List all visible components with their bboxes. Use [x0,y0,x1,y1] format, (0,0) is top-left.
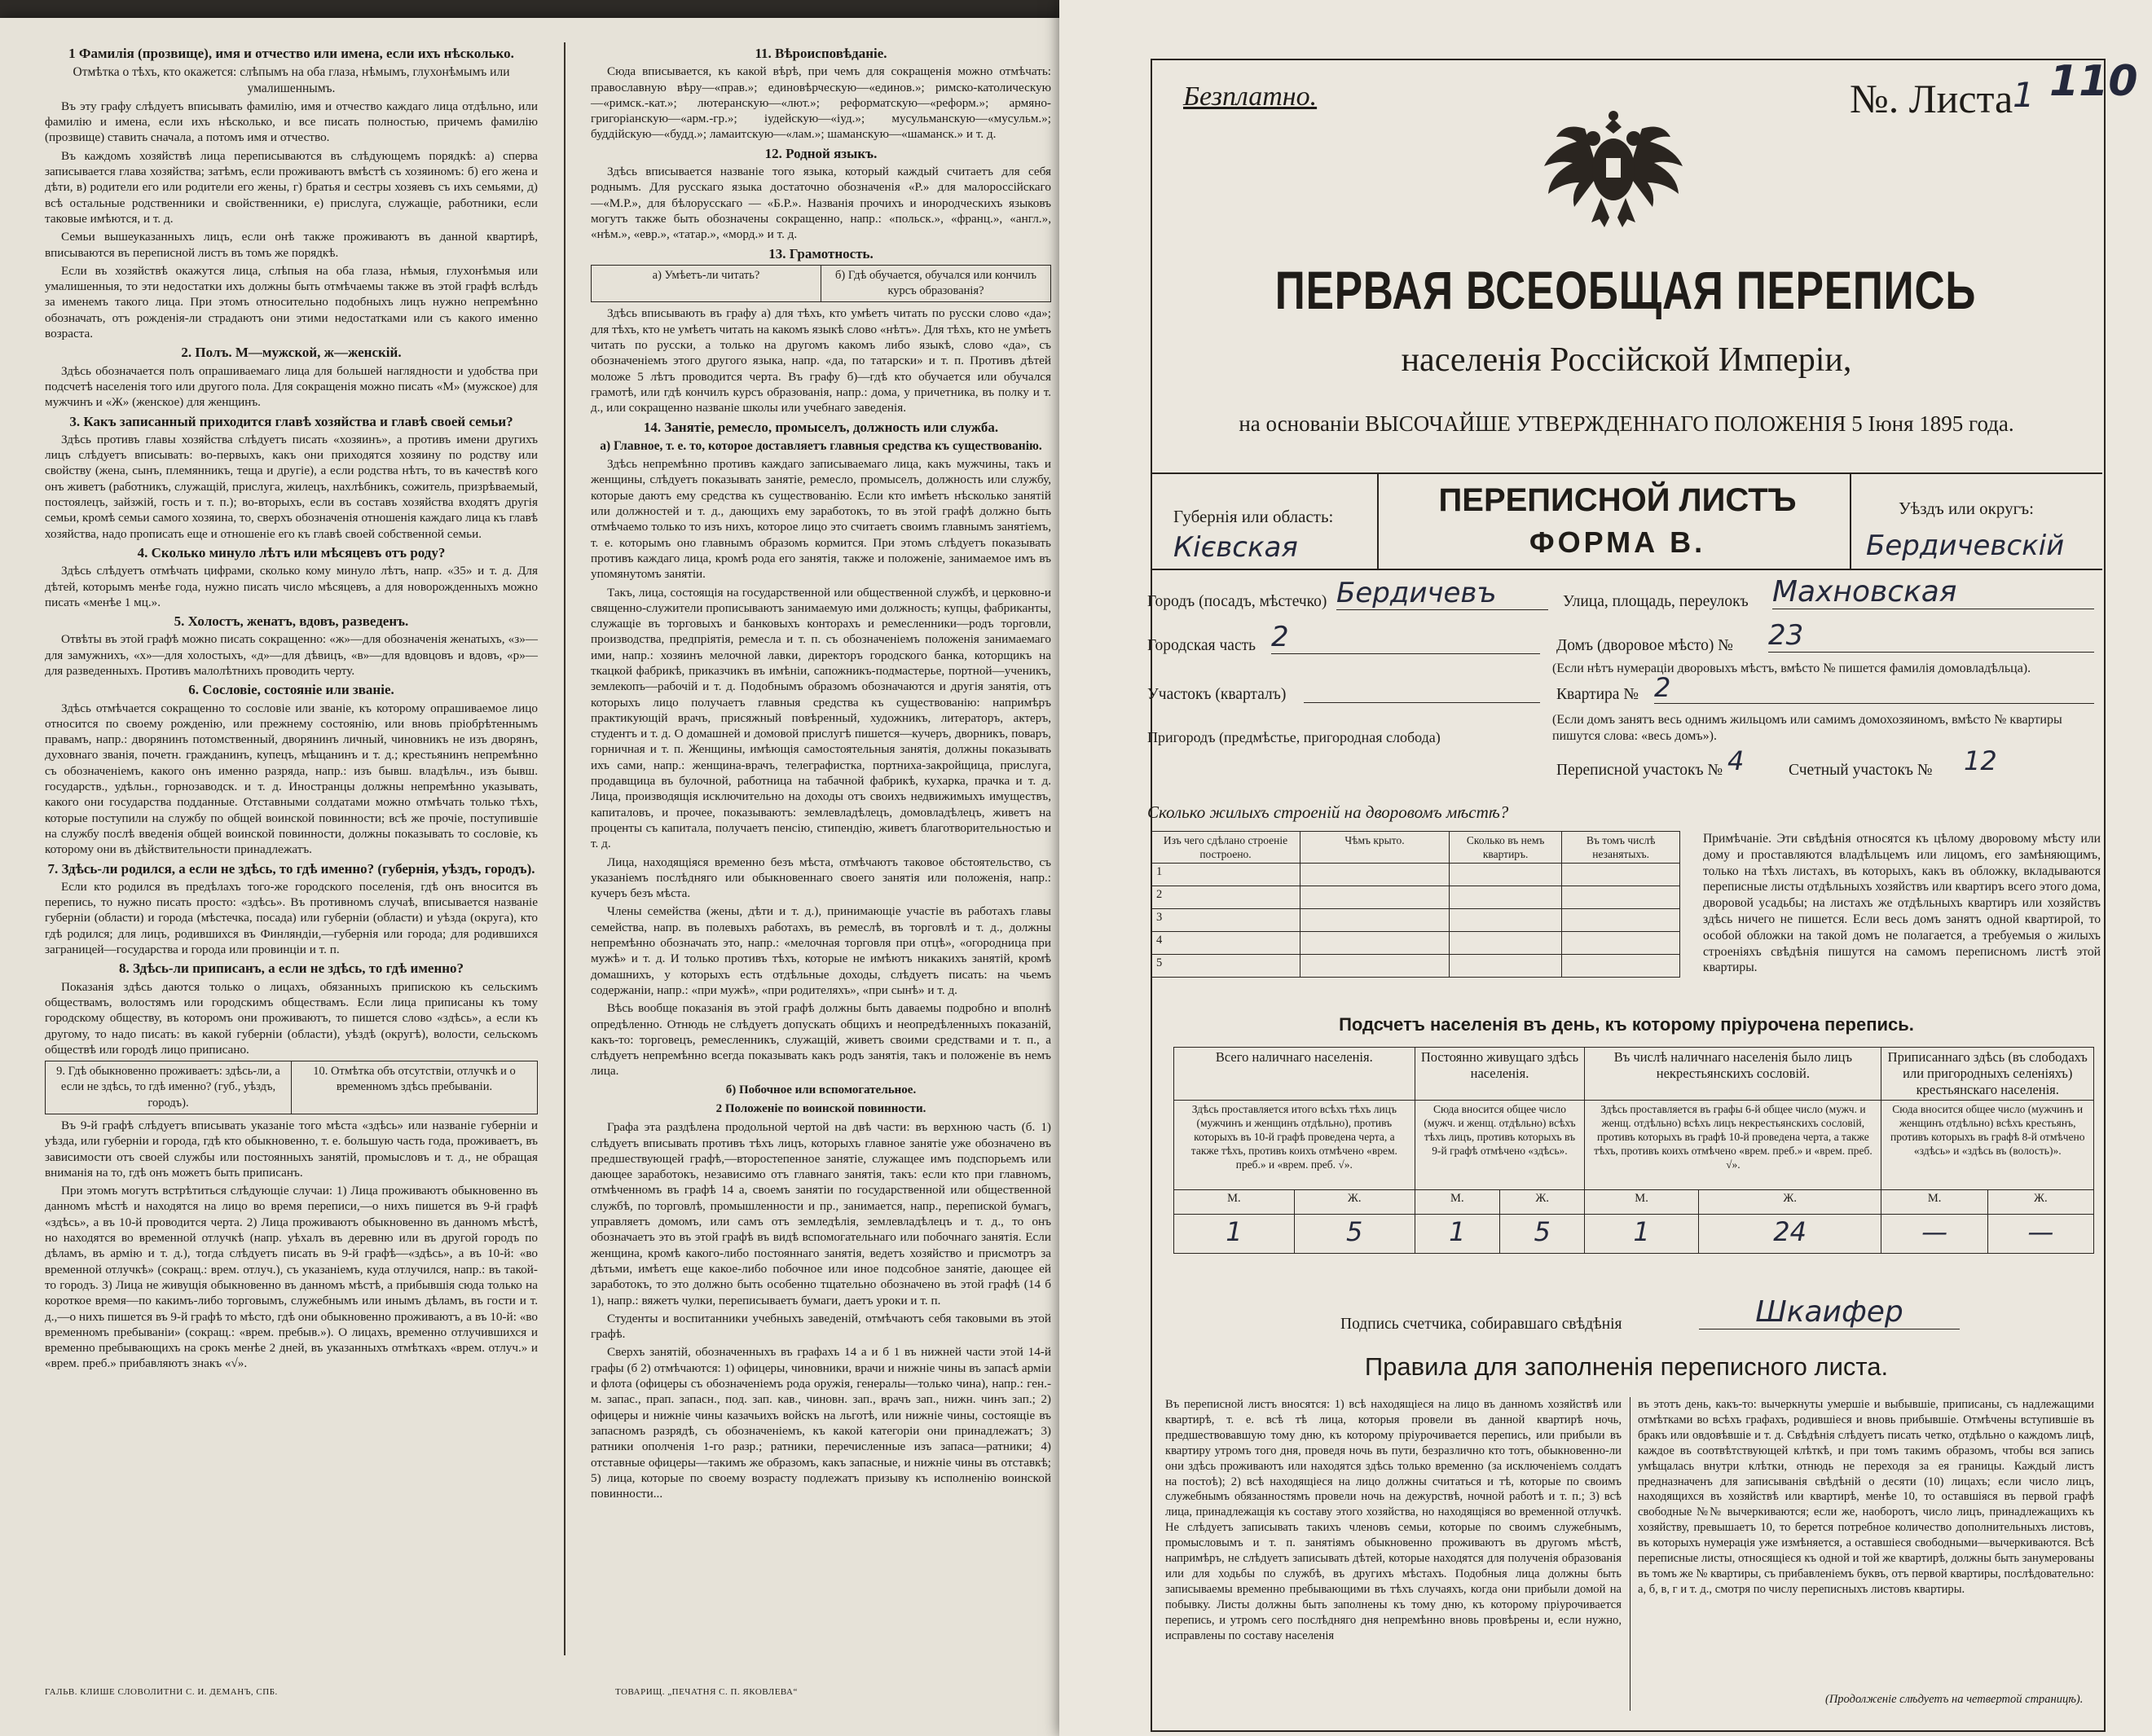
uezd-label: Уѣздъ или округъ: [1899,499,2034,518]
heading-8: 8. Здѣсь-ли приписанъ, а если не здѣсь, то гдѣ именно? [118,960,464,977]
rules-right-column: въ этотъ день, какъ-то: вычеркнуты умершіе и выбывшіе, приписаны, съ надлежащими отмѣтками во всѣхъ графахъ, родившіеся и вновь прибывшіе. Отмѣчены вступившіе въ бракъ или овдовѣвшіе и т. д. Свѣдѣнія слѣдуетъ писать четко, отдѣльно о каждомъ лицѣ, каждое въ соотвѣтствующей клѣткѣ, и при томъ такимъ образомъ, чтобы вся запись умѣщалась внутри клѣтки, отнюдь не переходя за ея границы. Каждый листъ предназначенъ для записыванія свѣдѣній о десяти (10) лицахъ; если число лицъ, находящихся въ хозяйствѣ или квартирѣ, менѣе 10, то оставшіяся въ первой графѣ свободные №№ вычеркиваются; если же, наоборотъ, число лицъ, принадлежащихъ къ хозяйству, превышаетъ 10, то берется потребное количество дополнительныхъ листовъ, въ которыхъ нумерація уже измѣняется, а оставшіеся свободными—вычеркиваются. Всѣ переписные листы, относящіеся къ одной и той же квартирѣ, должны быть занумерованы въ томъ же № квартиры, съ прибавленіемъ буквъ, отъ первой квартиры, послѣдовательно: а, б, в, г и т. д., смотря по числу переписныхъ листовъ квартиры. [1638,1398,2094,1596]
count-area-label: Счетный участокъ № [1789,762,1933,779]
printer-footer-left: ГАЛЬВ. КЛИШЕ СЛОВОЛИТНИ С. И. ДЕМАНЪ, СПБ. [45,1686,278,1697]
heading-1: 1 Фамилія (прозвище), имя и отчество или имена, если ихъ нѣсколько. [68,46,514,61]
census-area-label: Переписной участокъ № [1556,762,1723,779]
corner-number: 110 [2049,57,2138,106]
bld-header: Изъ чего сдѣлано строеніе построено. [1151,832,1300,864]
heading-2: 2. Полъ. М—мужской, ж—женскій. [181,345,402,361]
note-1: Отмѣтка о тѣхъ, кто окажется: слѣпымъ на оба глаза, нѣмымъ, глухонѣмымъ или умалишеннымъ. [73,65,510,95]
paragraph: Если кто родился въ предѣлахъ того-же городского поселенія, гдѣ онъ вносится въ перепись, то нужно писать просто: «здѣсь». Въ противномъ случаѣ, вписывается названіе губерніи (области) и города (мѣстечка, посада) или губерніи (области) и уѣзда (округа), кто гдѣ родился; для лицъ, родившихся въ Финляндіи,—губернія или города; для родившихся заграницей—государства и города или провинціи и т. п. [45,879,538,957]
instructions-column-2 [591,42,1051,1700]
bld-header: Въ томъ числѣ незанятыхъ. [1562,832,1680,864]
paragraph: Въ эту графу слѣдуетъ вписывать фамилію, имя и отчество каждаго лица отдѣльно, или фамилію и имена, если ихъ нѣсколько, и все писать полностью, причемъ фамилію (прозвище) ставить сначала, а потомъ имя и отчество. [45,99,538,145]
heading-14: 14. Занятіе, ремесло, промыселъ, должность или служба. [643,419,999,435]
population-count-table [1173,1047,2094,1254]
city-value: Бердичевъ [1336,577,1548,610]
heading-5: 5. Холостъ, женатъ, вдовъ, разведенъ. [174,613,409,630]
paragraph: Вѣсь вообще показанія въ этой графѣ должны быть даваемы подробно и вполнѣ опредѣленно. Отнюдь не слѣдуетъ допускать общихъ и неопредѣленныхъ показаній, какъ-то: торговецъ, ремесленникъ, служащій, живетъ своими средствами и т. п., а слѣдуетъ непремѣнно всегда показывать какъ родъ занятія, такъ и положеніе въ немъ лица. [591,1001,1051,1079]
count-value: 1 [1174,1215,1295,1254]
count-value: — [1987,1215,2093,1254]
count-value: 1 [1415,1215,1499,1254]
paragraph: Студенты и воспитанники учебныхъ заведеній, отмѣчаютъ себя таковыми въ этой графѣ. [591,1311,1051,1342]
heading-14c: 2 Положеніе по воинской повинности. [715,1102,926,1115]
census-subtitle: населенія Россійской Имперіи, [1401,341,1852,379]
m-header: М. [1174,1190,1295,1215]
flat-note: (Если домъ занятъ весь однимъ жильцомъ или самимъ домохозяиномъ, вмѣсто № квартиры пишутся слова: «весь домъ»). [1552,713,2062,743]
heading-12: 12. Родной языкъ. [764,145,878,161]
left-page [0,18,1063,1736]
bld-row-num: 4 [1151,932,1300,955]
divider-line [1377,472,1379,569]
legal-basis: на основаніи ВЫСОЧАЙШЕ УТВЕРЖДЕННАГО ПОЛОЖЕНІЯ 5 Іюня 1895 года. [1239,411,2014,436]
uezd-value: Бердичевскій [1866,530,2065,562]
paragraph: Семьи вышеуказанныхъ лицъ, если онѣ также проживаютъ въ данной квартирѣ, вписываются въ переписной листъ въ томъ же порядкѣ. [45,230,538,260]
paragraph: Отвѣты въ этой графѣ можно писать сокращенно: «ж»—для обозначенія женатыхъ, «з»—для замужнихъ, «х»—для холостыхъ, «д»—для дѣвицъ, «в»—для вдовцовъ и вдовъ, «р»—для разведенныхъ. Противъ малолѣтнихъ проводить черту. [45,632,538,678]
census-area-value: 4 [1727,745,1745,776]
paragraph: Въ 9-й графѣ слѣдуетъ вписывать указаніе того мѣста «здѣсь» или названіе губерніи и уѣзда, или губерніи и города, гдѣ кто обыкновенно, т. е. большую часть года, проживаетъ, въ зависимости отъ своей службы или постоянныхъ занятій, промысловъ и т. д., не обращая вниманія на то, гдѣ онъ можетъ быть приписанъ. [45,1119,538,1180]
divider-line [1850,472,1851,569]
paragraph: При этомъ могутъ встрѣтиться слѣдующіе случаи: 1) Лица проживаютъ обыкновенно въ данномъ мѣстѣ и находятся на лицо во время переписи,—о нихъ пишется въ 9-й графѣ «здѣсь», а въ 10-й проводится черта. 2) Лица проживаютъ обыкновенно въ данномъ мѣстѣ, но находятся во временной отлучкѣ (напр. уѣхалъ въ деревню или въ другой городъ по дѣламъ, въ армію и т. д.), тогда слѣдуетъ писать въ 9-й графѣ—«здѣсь», а въ 10-й: «во временной отлучкѣ» (сокращ.: врем. отлуч.), съ указаніемъ, куда отлучился, напр.: въ такой-то городъ. 3) Лица не живущія обыкновенно въ данномъ мѣстѣ, а прибывшія сюда только на короткое время—по какимъ-либо торговымъ, служебнымъ или инымъ дѣламъ, въ гости и т. д.,—о нихъ пишется въ 9-й графѣ то мѣсто, гдѣ они обыкновенно проживаютъ, а въ 10-й: «во временномъ пребываніи» (сокращ.: «врем. пребыв.»). О лицахъ, временно отлучившихся и временно пребывающихъ на срокъ менѣе 2 дней, въ указанныхъ отмѣткахъ «врем. отлуч.» и «врем. преб.» прибавляютъ знакъ «√». [45,1184,538,1371]
signature-value: Шкаифер [1699,1295,1960,1329]
signature-label: Подпись счетчика, собиравшаго свѣдѣнія [1340,1316,1622,1333]
count-value: 5 [1294,1215,1415,1254]
paragraph: Здѣсь обозначается полъ опрашиваемаго лица для большей наглядности и удобства при подсчетѣ населенія того или другого пола. Для сокращенія можно писать «М» (мужское) для мужчинъ и «Ж» (женское) для женщинъ. [45,363,538,410]
heading-13: 13. Грамотность. [768,245,874,261]
divider-line [1151,472,2102,474]
bld-row-num: 3 [1151,909,1300,932]
heading-11: 11. Вѣроисповѣданіе. [755,46,887,61]
suburb-label: Пригородъ (предмѣстье, пригородная слобода) [1147,729,1441,745]
cnt-header: Въ числѣ наличнаго населенія было лицъ некрестьянскихъ сословій. [1585,1048,1881,1101]
count-value: 1 [1585,1215,1699,1254]
literacy-b: б) Гдѣ обучается, обучался или кончилъ курсъ образованія? [821,266,1050,302]
zh-header: Ж. [1698,1190,1881,1215]
form-title: ПЕРЕПИСНОЙ ЛИСТЪ [1438,482,1797,518]
count-value: 5 [1499,1215,1584,1254]
paragraph: Сюда вписывается, къ какой вѣрѣ, при чемъ для сокращенія можно отмѣчать: православную вѣру—«прав.»; единовѣрческую—«единов.»; римско-католическую—«римск.-кат.»; лютеранскую—«лют.»; реформатскую—«реформ.»; армяно-григоріанскую—«арм.-гр.»; іудейскую—«іуд.»; мусульманскую—«мусульм.»; буддійскую—«будд.»; ламаитскую—«лам.»; шаманскую—«шаманск.» и т. д. [591,64,1051,142]
house-note: (Если нѣтъ нумераціи дворовыхъ мѣстъ, вмѣсто № пишется фамилія домовладѣльца). [1552,661,2031,675]
bld-row-num: 2 [1151,886,1300,909]
form-subtitle: ФОРМА В. [1529,525,1706,559]
count-title: Подсчетъ населенія въ день, къ которому пріурочена перепись. [1339,1014,1914,1035]
paragraph: Если въ хозяйствѣ окажутся лица, слѣпыя на оба глаза, нѣмыя, глухонѣмыя или умалишенныя, то эти недостатки ихъ должны быть отмѣчаемы также въ этой графѣ вслѣдъ за именемъ такого лица. При этомъ относительно подобныхъ лицъ нужно непремѣнно обозначать, отъ рожденія-ли страдаютъ они этими недостатками или съ какого именно возраста. [45,263,538,341]
rules-title: Правила для заполненія переписного листа. [1364,1352,1889,1381]
literacy-box [591,265,1051,303]
paragraph: Показанія здѣсь даются только о лицахъ, обязанныхъ припискою къ сельскимъ обществамъ, волостямъ или городскимъ обществамъ. Если лица приписаны къ тому городскому обществу, въ которомъ они проживаютъ, то пишется слово «здѣсь», а если къ другому, то надо писать: въ какой губерніи (области), уѣздѣ (округѣ), волости, сельскомъ обществѣ или городѣ лицо приписано. [45,979,538,1057]
heading-3: 3. Какъ записанный приходится главѣ хозяйства и главѣ своей семьи? [69,413,513,429]
cnt-desc: Сюда вносится общее число (мужч. и женщ. отдѣльно) всѣхъ тѣхъ лицъ, противъ которыхъ въ 9-й графѣ отмѣчено «здѣсь». [1415,1101,1585,1190]
heading-4: 4. Сколько минуло лѣтъ или мѣсяцевъ отъ роду? [137,544,446,560]
count-value: 24 [1698,1215,1881,1254]
m-header: М. [1585,1190,1699,1215]
bld-header: Сколько въ немъ квартиръ. [1450,832,1562,864]
cnt-header: Приписаннаго здѣсь (въ слободахъ или пригородныхъ селеніяхъ) крестьянскаго населенія. [1881,1048,2094,1101]
paragraph: Такъ, лица, состоящія на государственной или общественной службѣ, и церковно-и священно-служители прописываютъ занимаемую ими должность; купцы, фабриканты, служащіе въ торговыхъ и банковыхъ конторахъ и ремесленники—родъ торговли, производства, предпріятія, ремесла и т. п. съ обозначеніемъ положенія занимаемаго ими, напр.: хозяинъ мелочной лавки, директоръ городского банка, которщикъ на ткацкой фабрикѣ, приказчикъ въ имѣніи, сапожникъ-подмастерье, портной—ученикъ, землекопъ—рабочій и т. д. Подобнымъ образомъ обозначаются и другія занятія, отъ которыхъ лицо получаетъ главныя средства къ существованію: напримѣръ практикующій врачъ, присяжный повѣренный, художникъ, литераторъ, актеръ, студентъ и т. д. О домашней и домовой прислугѣ пишется—кучеръ, дворникъ, поваръ, горничная и т. п. Женщины, имѣющія самостоятельныя занятія, должны показывать ихъ сами, напр.: женщина-врачъ, телеграфистка, портниха-закройщица, прислуга, продавщица въ булочной, работница на табачной фабрикѣ, кухарка, прачка и т. д. Лица, производящія исключительно на доходы отъ своихъ недвижимыхъ имуществъ, капиталовъ, и прочее, показываютъ: землевладѣлецъ, домовладѣлецъ, живетъ на проценты съ капитала, получаетъ пенсію, стипендію, живетъ благотворительностью и т. д. [591,585,1051,851]
instructions-column-1 [45,42,538,1700]
gubernia-value: Кієвская [1173,531,1298,564]
paragraph: Графа эта раздѣлена продольной чертой на двѣ части: въ верхнюю часть (б. 1) слѣдуетъ вписывать противъ тѣхъ лицъ, которыхъ главное занятіе уже обозначено въ предшествующей графѣ,—второстепенное занятіе, служащее имъ подспорьемъ или дающее заработокъ, независимо отъ главнаго занятія, такъ: если кто при главномъ, отмѣченномъ въ графѣ 14 а, своемъ занятіи по государственной или общественной службѣ, по торговлѣ, промышленности и пр., занимается, напр., перепиской бумагъ, управляетъ домомъ, или самъ отъ земледѣлія, землевладѣлецъ и т. д., то онъ обозначаетъ это въ этой графѣ въ видѣ вспомогательнаго или побочнаго занятія. Если женщина, кромѣ какого-либо постояннаго занятія, ведетъ хозяйство и присмотръ за дѣтьми, имѣетъ еще какое-либо побочное или иное подсобное занятіе, дающее ей заработокъ, то это должно быть особенно тщательно обозначено въ этой графѣ (14 б 1), напр.: вяжетъ чулки, переписываетъ бумаги, даетъ уроки и т. п. [591,1120,1051,1307]
cnt-desc: Сюда вносится общее число (мужчинъ и женщинъ отдѣльно) всѣхъ крестьянъ, противъ которыхъ въ графѣ 8-й отмѣчено «здѣсь» и «здѣсь въ (волость)». [1881,1101,2094,1190]
imperial-eagle-emblem [1536,104,1691,235]
paragraph: Здѣсь слѣдуетъ отмѣчать цифрами, сколько кому минуло лѣтъ, напр. «35» и т. д. Для дѣтей, которымъ менѣе года, нужно писать число мѣсяцевъ, а для новорожденныхъ можно писать «менѣе 1 мц.». [45,564,538,609]
sheet-number-value: 1 [2013,75,2035,115]
paragraph: Здѣсь вписывается названіе того языка, который каждый считаетъ для себя роднымъ. Для русскаго языка достаточно обозначенія «Р.» для малороссійскаго—«М.Р.», для бѣлорусскаго — «Б.Р.». Названія прочихъ и инородческихъ языковъ могутъ также быть обозначены сокращенно, напр.: «польск.», «франц.», «англ.», «нѣм.», «евр.», «татар.», «морд.» и т. д. [591,165,1051,242]
street-label: Улица, площадь, переулокъ [1563,593,1749,610]
cnt-header: Постоянно живущаго здѣсь населенія. [1415,1048,1585,1101]
printer-footer-right: ТОВАРИЩ. „ПЕЧАТНЯ С. П. ЯКОВЛЕВА“ [615,1686,798,1697]
buildings-question: Сколько жилыхъ строеній на дворовомъ мѣстѣ? [1147,802,1509,822]
m-header: М. [1881,1190,1987,1215]
flat-label: Квартира № [1556,686,1639,703]
bld-row-num: 1 [1151,864,1300,886]
flat-value: 2 [1654,672,2094,704]
paragraph: Здѣсь отмѣчается сокращенно то сословіе или званіе, къ которому опрашиваемое лицо относится по своему рожденію, или прежнему состоянію, или вновь пріобрѣтеннымъ правамъ, напр.: дворянинъ потомственный, дворянинъ личный, чиновникъ не изъ дворянъ, духовнаго званія, почетн. гражданинъ, купецъ, мѣщанинъ и т. д.; крестьянинъ непремѣнно съ обозначеніемъ, какого онъ именно разряда, напр.: изъ бывш. владѣльч., изъ бывш. государств., удѣльн., горнозаводск. и т. д. Иностранцы должны непремѣнно указывать, какого они государства подданные. Отставными солдатами можно отмѣчать только тѣхъ, которые поступили на службу по общей воинской повинности; всѣ же прочіе, поступившіе на службу послѣ введенія общей воинской повинности, должны показывать то сословіе, къ которому они въ дѣйствительности принадлежатъ. [45,701,538,857]
continued-note: (Продолженіе слѣдуетъ на четвертой страницѣ). [1825,1693,2084,1706]
bld-header: Чѣмъ крыто. [1300,832,1450,864]
buildings-table [1151,831,1680,978]
zh-header: Ж. [1499,1190,1584,1215]
gubernia-label: Губернія или область: [1173,507,1334,526]
paragraph: Здѣсь непремѣнно противъ каждаго записываемаго лица, какъ мужчины, такъ и женщины, слѣдуетъ показывать занятіе, ремесло, промыселъ, должность или службу, которые даютъ ему средства къ существованію. Если кто имѣетъ нѣсколько занятій или должностей и т. д., дающихъ ему заработокъ, то въ этой графѣ должно быть отмѣчаемо только то изъ нихъ, которое лицо это считаетъ своимъ главнымъ занятіемъ, т. е. которымъ оно главнымъ образомъ кормится. При этомъ слѣдуетъ показывать противъ каждаго лица, кромѣ рода его занятія, также и положеніе, занимаемое имъ въ упомянутомъ занятіи. [591,457,1051,582]
rules-divider [1630,1397,1631,1711]
heading-14b: б) Побочное или вспомогательное. [725,1083,917,1097]
bld-row-num: 5 [1151,955,1300,978]
rules-left-column: Въ переписной листъ вносятся: 1) всѣ находящіеся на лицо въ данномъ хозяйствѣ или квартирѣ, т. е. всѣ тѣ лица, которыя провели въ данной квартирѣ ночь, предшествовавшую тому дню, къ которому пріурочивается перепись, или прибыли въ квартиру утромъ того дня, проведя ночь въ пути, безразлично кто тотъ, обыкновенно-ли они здѣсь проживаютъ или находятся здѣсь только временно (за исключеніемъ солдатъ на постоѣ); 2) всѣ находящіеся на лицо должны считаться и тѣ, которые по своимъ служебнымъ обязанностямъ провели ночь на дежурствѣ, ночной работѣ и т. п.; 3) всѣ лица, принадлежащія къ составу этого хозяйства, но находящіяся во временной отлучкѣ. Не слѣдуетъ записывать такихъ членовъ семьи, которые по своимъ служебнымъ, промысловымъ и т. п. занятіямъ обыкновенно проживаютъ въ другомъ мѣстѣ, напримѣръ, не слѣдуетъ записывать дѣтей, которые находятся для полученія образованія или для ходьбы по службѣ, въ другихъ мѣстахъ. Подобныя лица должны быть записываемы временно пребывающими въ тѣхъ случаяхъ, когда они прибыли домой на побывку. Листы должны быть заполнены къ тому дню, къ которому пріурочивается перепись, и утромъ сего послѣдняго дня непремѣнно вновь провѣрены и, если нужно, исправлены по составу населенія [1165,1398,1622,1642]
literacy-a: а) Умѣетъ-ли читать? [652,268,760,282]
sheet-number-label: №. Листа [1850,76,2013,121]
paragraph: Здѣсь вписывають въ графу а) для тѣхъ, кто умѣетъ читать по русски слово «да»; для тѣхъ, кто не умѣетъ читать на какомъ языкѣ слово «нѣтъ». Для тѣхъ, кто не умѣетъ читать по русски, а только на другомъ какомъ либо языкѣ, слово «да», съ обозначеніемъ этого другого языка, напр. «да, по татарски» и т. п. Противъ дѣтей моложе 5 лѣтъ проводится черта. Въ графу б)—гдѣ кто обучается или обучался грамотѣ, или гдѣ кончилъ курсъ образованія, напр.: дома, у причетника, въ полку и т. д., или сокращенно названіе школы или учебнаго заведенія. [591,306,1051,415]
paragraph: Члены семейства (жены, дѣти и т. д.), принимающіе участіе въ работахъ главы семейства, напр. въ полевыхъ работахъ, въ ремеслѣ, въ торговлѣ и т. д., должны непремѣнно обозначать это, напр.: «мелочная торговля при отцѣ», «огородница при мужѣ» и т. д. И только противъ тѣхъ, которые не имѣютъ никакихъ занятій, кромѣ домашнихъ, у которыхъ есть отдѣльные доходы, слѣдуетъ писать: на чьемъ содержаніи, напр.: «при мужѣ», «при родителяхъ», «при сынѣ» и т. д. [591,904,1051,997]
free-label: Безплатно. [1183,81,1318,112]
paragraph: Сверхъ занятій, обозначенныхъ въ графахъ 14 а и б 1 въ нижней части этой 14-й графы (б 2) отмѣчаются: 1) офицеры, чиновники, врачи и нижніе чины въ запасѣ арміи и флота (офицеры съ обозначеніемъ рода оружія, генералы—только чина), напр.: ген.-м. запас., прап. запасн., под. зап. кав., чиновн. зап., врачъ зап., нижн. чинъ зап.; 2) офицеры и нижніе чины казачьихъ войскъ на льготѣ, или нижніе чины, состоящіе въ запасномъ разрядѣ, съ обозначеніемъ, къ какой категоріи они принадлежатъ; 3) ратники ополченія 1-го разр.; ратники, перечисленные изъ запаса—ратники; 4) отставные офицеры—такимъ же образомъ, какъ запасные, и нижніе чины въ отставкѣ; 5) лица, которые по своему возрасту подлежатъ призыву къ исполненію воинской повинности... [591,1345,1051,1501]
box-col-9: 9. Гдѣ обыкновенно проживаетъ: здѣсь-ли, а если не здѣсь, то гдѣ именно? (губ., уѣздъ, городъ). [56,1065,280,1110]
divider-line [1151,569,2102,570]
box-col-10: 10. Отмѣтка объ отсутствіи, отлучкѣ и о временномъ здѣсь пребываніи. [291,1061,537,1114]
heading-6: 6. Сословіе, состояніе или званіе. [188,682,394,698]
cnt-header: Всего наличнаго населенія. [1174,1048,1415,1101]
uchastok-label: Участокъ (кварталъ) [1147,686,1287,703]
city-label: Городъ (посадъ, мѣстечко) [1147,593,1327,610]
columns-9-10-box [45,1061,538,1114]
house-label: Домъ (дворовое мѣсто) № [1556,637,1733,654]
m-header: М. [1415,1190,1499,1215]
cnt-desc: Здѣсь проставляется итого всѣхъ тѣхъ лицъ (мужчинъ и женщинъ отдѣльно), противъ которыхъ въ 10-й графѣ проведена черта, а также тѣхъ, противъ коихъ отмѣчено «врем. преб.» и «врем. преб. √». [1174,1101,1415,1190]
city-part-value: 2 [1271,621,1540,654]
heading-7: 7. Здѣсь-ли родился, а если не здѣсь, то гдѣ именно? (губернія, уѣздъ, городъ). [47,860,535,877]
uchastok-line [1304,702,1540,703]
column-divider [564,42,566,1655]
count-area-value: 12 [1964,745,1997,776]
count-value: — [1881,1215,1987,1254]
house-value: 23 [1768,619,2094,653]
paragraph: Лица, находящіяся временно безъ мѣста, отмѣчаютъ таковое обстоятельство, съ указаніемъ послѣдняго или обыкновеннаго своего занятія или положенія, напр.: кучеръ безъ мѣста. [591,855,1051,901]
census-title: ПЕРВАЯ ВСЕОБЩАЯ ПЕРЕПИСЬ [1274,260,1977,320]
cnt-desc: Здѣсь проставляется въ графы 6-й общее число (мужч. и женщ. отдѣльно) всѣхъ лицъ некрестьянскихъ сословій, противъ которыхъ въ графѣ 10-й проведена черта, а также тѣхъ, противъ коихъ отмѣчено «врем. преб.» и «врем. преб. √». [1585,1101,1881,1190]
street-value: Махновская [1772,575,2094,609]
zh-header: Ж. [1294,1190,1415,1215]
city-part-label: Городская часть [1147,637,1256,654]
paragraph: Здѣсь противъ главы хозяйства слѣдуетъ писать «хозяинъ», а противъ имени другихъ лицъ слѣдуетъ вписывать: во-первыхъ, какъ они приходятся хозяину по родству или свойству (жена, сынъ, племянникъ, теща и другіе), а если родства нѣтъ, то въ качествѣ кого онъ живетъ (работникъ, служащій, прислуга, жилецъ, нахлѣбникъ, сожитель, призрѣваемый, постоялецъ, зайзжій, гость и т. п.); во-вторыхъ, если въ составъ хозяйства входятъ другія семьи, кромѣ семьи самого хозяина, то, сверхъ обозначенія отношенія каждаго лица къ главѣ хозяйства, надо прописать еще и отношеніе его къ главѣ своей собственной семьи. [45,432,538,541]
note-text: Примѣчаніе. Эти свѣдѣнія относятся къ цѣлому дворовому мѣсту или дому и проставляются владѣльцемъ или лицомъ, его замѣняющимъ, только на тѣхъ листахъ, въ которыхъ, какъ въ обложку, вкладываются переписные листы отдѣльныхъ хозяйствъ или квартиръ всего этого дома, дворовой усадьбы; на листахъ же отдѣльныхъ квартиръ или хозяйствъ здѣсь ничего не пишется. Если весь домъ занятъ одной квартирой, то особой обложки на такой домъ не полагается, а требуемыя о жилыхъ строеніяхъ свѣдѣнія пишутся на самомъ переписномъ листѣ этой квартиры. [1703,832,2101,975]
heading-14a: а) Главное, т. е. то, которое доставляетъ главныя средства къ существованію. [600,438,1042,453]
zh-header: Ж. [1987,1190,2093,1215]
paragraph: Въ каждомъ хозяйствѣ лица переписываются въ слѣдующемъ порядкѣ: а) сперва записывается глава хозяйства; затѣмъ, если проживаютъ вмѣстѣ съ хозяиномъ: б) его жена и дѣти, в) родители его или родители его жены, г) братья и сестры хозяевъ съ ихъ семьями, д) всѣ остальные родственники и свойственники, е) прислуга, служащіе, работники, если таковые имѣются, и т. д. [45,148,538,226]
